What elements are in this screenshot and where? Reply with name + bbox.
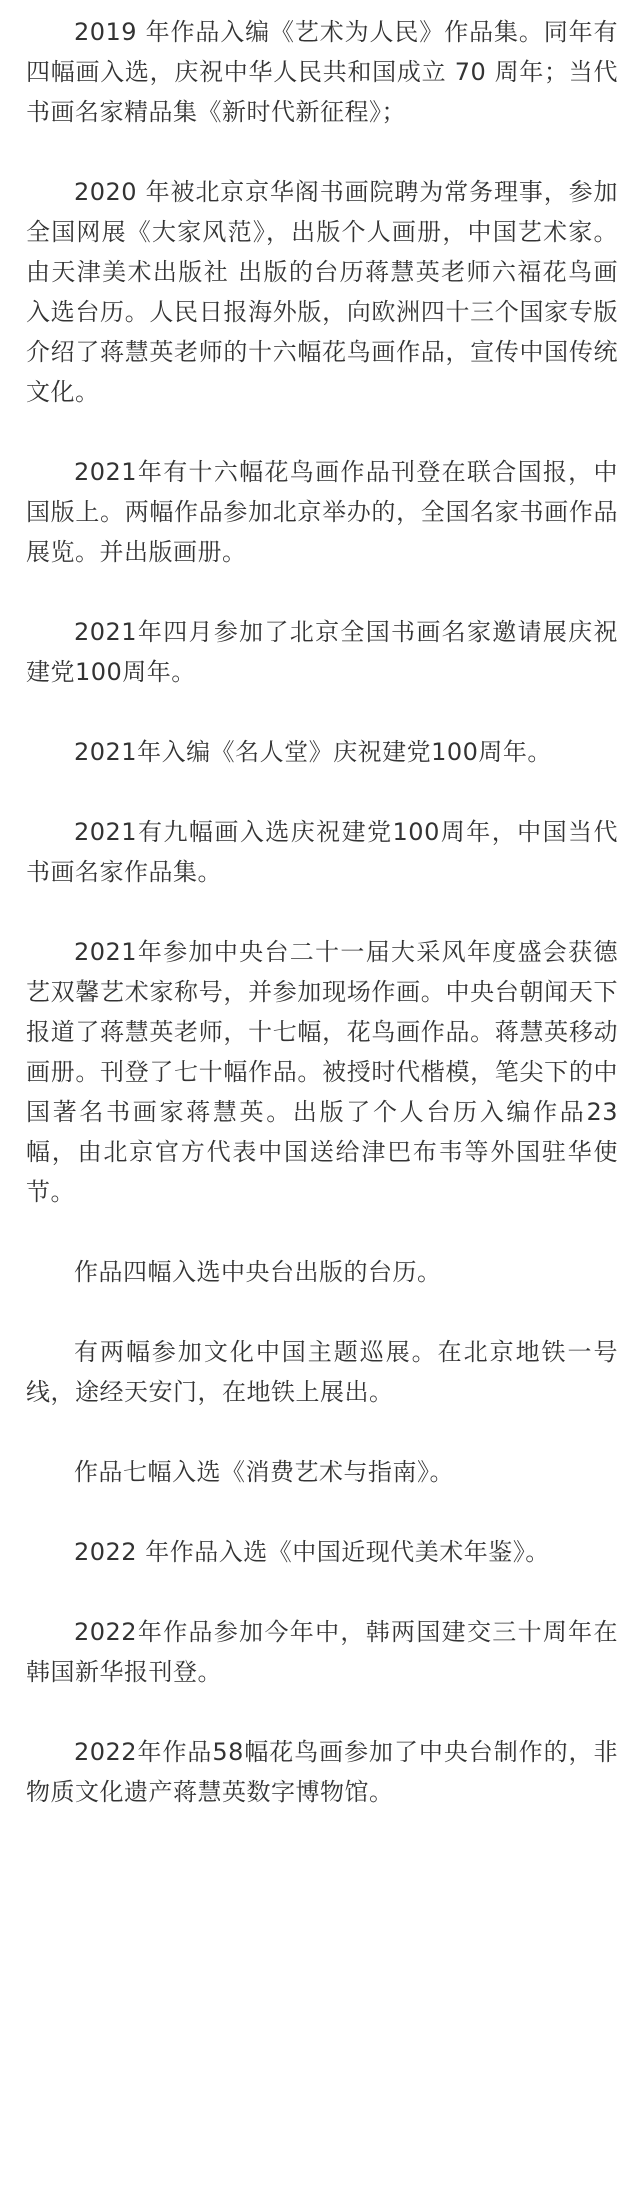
paragraph-2020: 2020 年被北京京华阁书画院聘为常务理事，参加全国网展《大家风范》，出版个人画册，中国艺术家。由天津美术出版社 出版的台历蒋慧英老师六福花鸟画入选台历。人民日报海外版，向欧洲四十三个国家专版介绍了蒋慧英老师的十六幅花鸟画作品，宣传中国传统文化。: [26, 178, 618, 406]
paragraph-2021-hall-of-fame: 2021年入编《名人堂》庆祝建党100周年。: [74, 738, 552, 766]
paragraph-consumer-art-guide: 作品七幅入选《消费艺术与指南》。: [74, 1458, 454, 1486]
paragraph-2021-nine-paintings: 2021有九幅画入选庆祝建党100周年，中国当代书画名家作品集。: [26, 818, 618, 886]
paragraph-subway-exhibition: 有两幅参加文化中国主题巡展。在北京地铁一号线，途经天安门，在地铁上展出。: [26, 1338, 618, 1406]
paragraph-2021-april-exhibition: 2021年四月参加了北京全国书画名家邀请展庆祝建党100周年。: [26, 618, 618, 686]
paragraph-2022-yearbook: 2022 年作品入选《中国近现代美术年鉴》。: [74, 1538, 550, 1566]
paragraph-2021-un-newspaper: 2021年有十六幅花鸟画作品刊登在联合国报，中国版上。两幅作品参加北京举办的，全国名家书画作品展览。并出版画册。: [26, 458, 618, 566]
paragraph-2022-korea: 2022年作品参加今年中，韩两国建交三十周年在韩国新华报刊登。: [26, 1618, 618, 1686]
paragraph-2019: 2019 年作品入编《艺术为人民》作品集。同年有四幅画入选，庆祝中华人民共和国成立 70 周年；当代书画名家精品集《新时代新征程》；: [26, 18, 618, 126]
paragraph-2022-digital-museum: 2022年作品58幅花鸟画参加了中央台制作的，非物质文化遗产蒋慧英数字博物馆。: [26, 1738, 618, 1806]
paragraph-cctv-calendar: 作品四幅入选中央台出版的台历。: [74, 1258, 442, 1286]
paragraph-2021-cctv: 2021年参加中央台二十一届大采风年度盛会获德艺双馨艺术家称号，并参加现场作画。中央台朝闻天下报道了蒋慧英老师，十七幅，花鸟画作品。蒋慧英移动画册。刊登了七十幅作品。被授时代楷模，笔尖下的中国著名书画家蒋慧英。出版了个人台历入编作品23幅，由北京官方代表中国送给津巴布韦等外国驻华使节。: [26, 938, 618, 1206]
